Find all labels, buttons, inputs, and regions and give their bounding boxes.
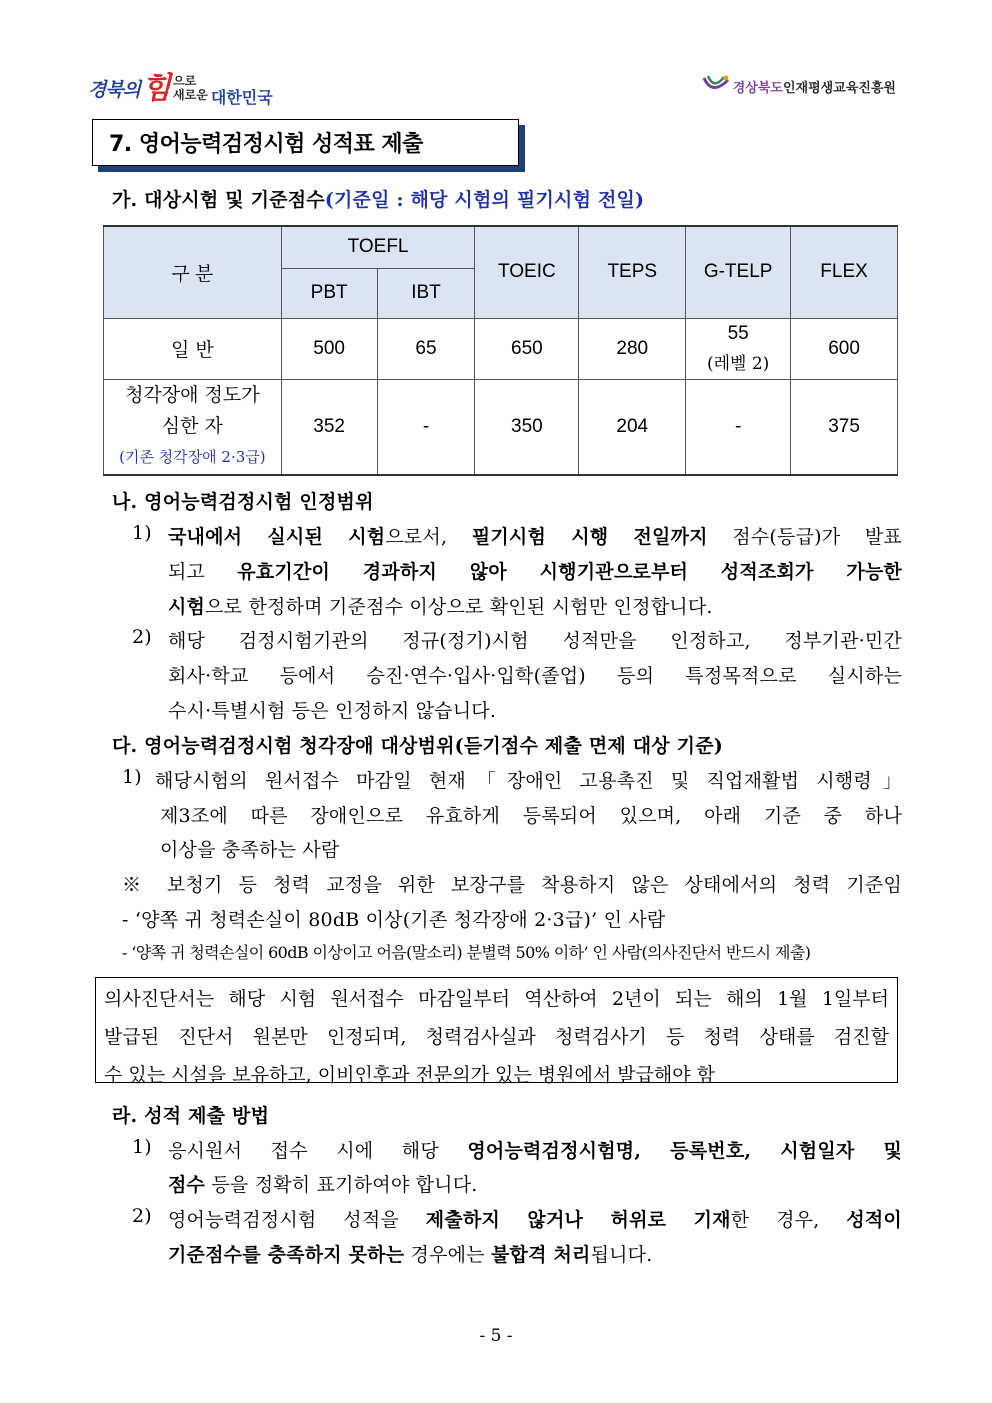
slogan-logo: [88, 68, 273, 108]
table-row: [104, 318, 898, 379]
sub-b-item1-l2-bold1: 유효기간이 경과하지 않아 시행기관으로부터 성적조회가 가능한: [237, 561, 902, 583]
sub-b-item1-l2-text1: 되고: [168, 561, 238, 583]
sub-c-item1-num: 1): [122, 766, 142, 788]
cell-hearing-gtelp: -: [686, 379, 791, 475]
cell-general-pbt: 500: [281, 318, 377, 379]
sub-b-item1-line2: [168, 557, 902, 584]
header-ibt: IBT: [377, 268, 475, 318]
score-table: [103, 225, 898, 476]
sub-b-item1-text2: 점수(등급)가 발표: [707, 526, 902, 548]
cell-general-teps: 280: [579, 318, 686, 379]
sub-d-item2-bold2: 성적이: [846, 1209, 902, 1231]
sub-d-item1-l2-bold1: 점수: [168, 1174, 206, 1196]
box-line1: 의사진단서는 해당 시험 원서접수 마감일부터 역산하여 2년이 되는 해의 1월 1일부터: [104, 988, 889, 1010]
sub-b-item1-line1: [168, 522, 902, 549]
org-name: 인재평생교육진흥원: [782, 80, 896, 96]
cell-hearing-toeic: 350: [475, 379, 579, 475]
sub-a-heading-main: 가. 대상시험 및 기준점수: [112, 189, 325, 211]
sub-d-item2-l2-text2: 됩니다.: [590, 1244, 653, 1266]
slogan-part2: 힘: [142, 71, 172, 106]
cell-hearing-pbt: 352: [281, 379, 377, 475]
sub-c-dash1: - ‘양쪽 귀 청력손실이 80dB 이상(기존 청각장애 2·3급)’ 인 사람: [122, 909, 666, 931]
sub-b-item2-num: 2): [132, 626, 152, 648]
cell-general-gtelp-note: (레벨 2): [706, 353, 770, 374]
sub-b-item1-text1: 으로서,: [385, 526, 472, 548]
sub-d-item2-line1: [168, 1205, 902, 1232]
sub-d-item2-l2-text1: 경우에는: [404, 1244, 491, 1266]
cell-hearing-flex: 375: [791, 379, 898, 475]
cell-hearing-teps: 204: [579, 379, 686, 475]
table-row: [104, 379, 898, 475]
slogan-part3-top: 으로: [173, 74, 197, 88]
sub-d-item2-l2-bold2: 불합격 처리: [490, 1244, 591, 1266]
sub-d-item1-line2: [168, 1170, 478, 1197]
row-general-label: 일 반: [104, 318, 282, 379]
sub-a-heading-paren: (기준일 : 해당 시험의 필기시험 전일): [324, 189, 645, 211]
slogan-part4: 대한민국: [210, 88, 273, 107]
box-line2: 발급된 진단서 원본만 인정되며, 청력검사실과 청력검사기 등 청력 상태를 검진할: [104, 1026, 889, 1048]
cell-general-gtelp: [686, 318, 791, 379]
sub-c-dash2: - ‘양쪽 귀 청력손실이 60dB 이상이고 어음(말소리) 분별력 50% 이하’ 인 사람(의사진단서 반드시 제출): [122, 943, 811, 962]
sub-d-item2-l2-bold1: 기준점수를 충족하지 못하는: [168, 1244, 405, 1266]
sub-c-item1-line1: 해당시험의 원서접수 마감일 현재「장애인 고용촉진 및 직업재활법 시행령」: [155, 770, 902, 792]
sub-d-item1-num: 1): [132, 1136, 152, 1158]
sub-b-item1-l3-bold1: 시험: [168, 596, 206, 618]
sub-c-heading: 다. 영어능력검정시험 청각장애 대상범위(듣기점수 제출 면제 대상 기준): [112, 735, 723, 757]
sub-b-item1-l3-text1: 으로 한정하며 기준점수 이상으로 확인된 시험만 인정합니다.: [205, 596, 713, 618]
org-logo: [702, 74, 896, 98]
sub-c-note: ※ 보청기 등 청력 교정을 위한 보장구를 착용하지 않은 상태에서의 청력 기준임: [122, 874, 902, 896]
header-toeic: TOEIC: [475, 226, 579, 318]
sub-d-item1-line1: [168, 1136, 902, 1163]
page-number: - 5 -: [479, 1326, 513, 1346]
header-toefl: TOEFL: [281, 226, 475, 268]
header-pbt: PBT: [281, 268, 377, 318]
sub-b-item1-bold1: 국내에서 실시된 시험: [168, 526, 386, 548]
org-name-prefix: 경상북도: [732, 80, 783, 96]
cell-general-toeic: 650: [475, 318, 579, 379]
sub-d-item1-text1: 응시원서 접수 시에 해당: [168, 1140, 468, 1162]
sub-c-item1-line2: 제3조에 따른 장애인으로 유효하게 등록되어 있으며, 아래 기준 중 하나: [160, 805, 902, 827]
sub-d-item2-bold1: 제출하지 않거나 허위로 기재: [425, 1209, 731, 1231]
row-hearing-label-1: 청각장애 정도가: [125, 384, 260, 407]
slogan-part3: [173, 74, 208, 102]
header-gtelp: G-TELP: [686, 226, 791, 318]
row-hearing-label: [104, 379, 282, 475]
cell-general-ibt: 65: [377, 318, 475, 379]
sub-b-item1-num: 1): [132, 522, 152, 544]
sub-b-item2-line1: 해당 검정시험기관의 정규(정기)시험 성적만을 인정하고, 정부기관·민간: [168, 630, 902, 652]
sub-d-item2-line2: [168, 1240, 652, 1267]
sub-b-heading: 나. 영어능력검정시험 인정범위: [112, 491, 374, 513]
cell-general-flex: 600: [791, 318, 898, 379]
cell-general-gtelp-value: 55: [727, 322, 749, 344]
sub-d-item2-text1: 영어능력검정시험 성적을: [168, 1209, 426, 1231]
cell-hearing-ibt: -: [377, 379, 475, 475]
sub-b-item1-bold2: 필기시험 시행 전일까지: [471, 526, 708, 548]
sub-b-item1-line3: [168, 592, 713, 619]
slogan-part1: 경북의: [88, 78, 141, 101]
medical-certificate-box: [95, 977, 898, 1086]
sub-d-item2-text2: 한 경우,: [730, 1209, 847, 1231]
header-teps: TEPS: [579, 226, 686, 318]
sub-c-item1-line3: 이상을 충족하는 사람: [160, 839, 340, 861]
row-hearing-label-2: 심한 자: [161, 415, 223, 438]
org-emblem-icon: [702, 74, 730, 98]
sub-d-item1-bold1: 영어능력검정시험명, 등록번호, 시험일자 및: [467, 1140, 903, 1162]
header-category: 구 분: [104, 226, 282, 318]
section-title: 7. 영어능력검정시험 성적표 제출: [92, 119, 519, 166]
box-line3: 수 있는 시설을 보유하고, 이비인후과 전문의가 있는 병원에서 발급해야 함: [104, 1064, 716, 1086]
sub-b-item2-line2: 회사·학교 등에서 승진·연수·입사·입학(졸업) 등의 특정목적으로 실시하는: [168, 665, 902, 687]
row-hearing-label-note: (기존 청각장애 2·3급): [119, 448, 266, 467]
sub-b-item2-line3: 수시·특별시험 등은 인정하지 않습니다.: [168, 700, 497, 722]
header-flex: FLEX: [791, 226, 898, 318]
sub-d-item2-num: 2): [132, 1205, 152, 1227]
sub-d-item1-l2-text1: 등을 정확히 표기하여야 합니다.: [205, 1174, 478, 1196]
sub-d-heading: 라. 성적 제출 방법: [112, 1105, 270, 1127]
slogan-part3-bottom: 새로운: [173, 88, 208, 102]
sub-a-heading: [112, 185, 644, 212]
